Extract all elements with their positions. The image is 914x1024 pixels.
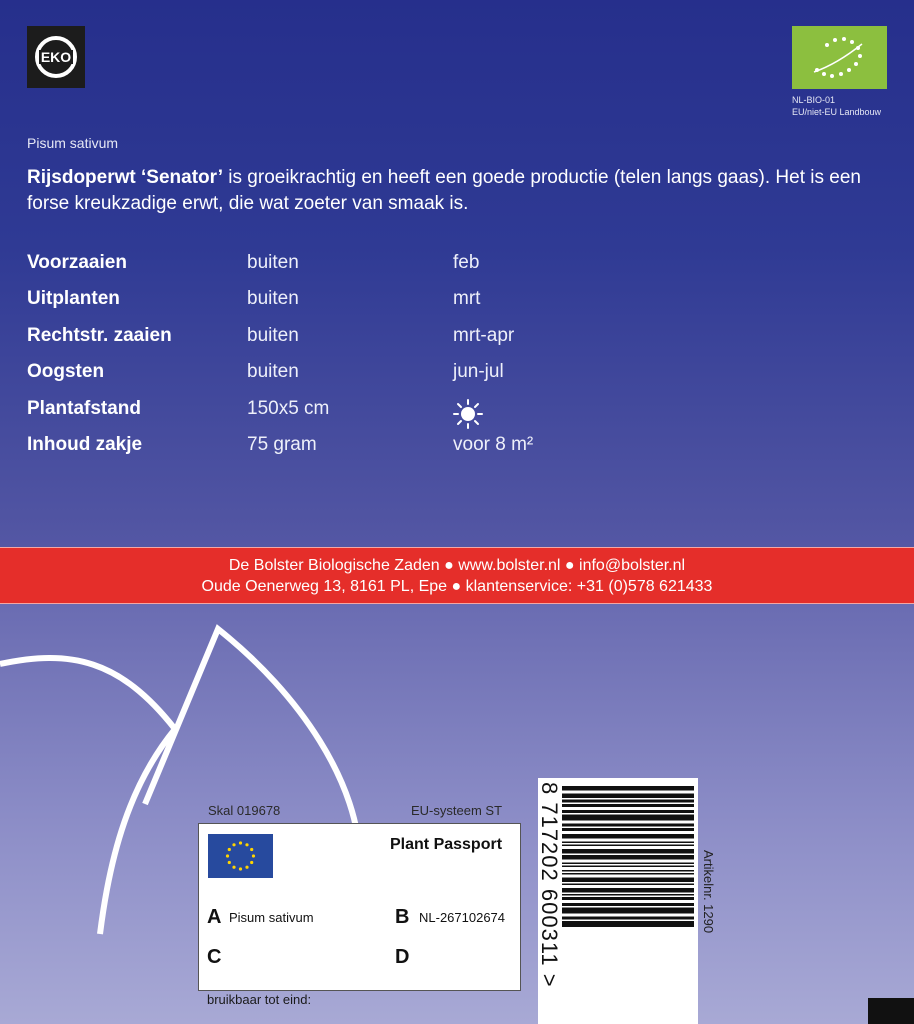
eko-logo <box>27 26 85 88</box>
eu-code-text <box>792 94 881 118</box>
barcode-bar <box>562 845 694 847</box>
barcode-bar <box>562 824 694 827</box>
eu-code-line-1: NL-BIO-01 <box>792 95 836 105</box>
barcode-bar <box>562 884 694 886</box>
table-row <box>27 361 627 397</box>
row-label: Plantafstand <box>27 397 142 419</box>
row-time: feb <box>453 252 480 273</box>
barcode-bar <box>562 894 694 896</box>
row-place: buiten <box>247 252 299 273</box>
sun-icon <box>453 399 483 435</box>
table-row <box>27 434 627 470</box>
barcode-bar <box>562 863 694 865</box>
barcode-bar <box>562 897 694 900</box>
passport-b-value: NL-267102674 <box>419 910 506 925</box>
passport-title: Plant Passport <box>390 836 503 853</box>
table-row <box>27 252 627 288</box>
article-number: Artikelnr. 1290 <box>701 850 716 934</box>
bottom-panel <box>0 604 914 1024</box>
barcode-bar <box>562 908 694 914</box>
plant-passport <box>198 823 521 991</box>
barcode-bar <box>562 800 694 803</box>
passport-a-value: Pisum sativum <box>229 910 314 925</box>
description-text: is groeikrachtig en heeft een goede productie (telen langs gaas). Het is een forse kreukzadige erwt, die wat zoeter van smaak is. <box>27 167 861 214</box>
row-label: Oogsten <box>27 361 105 383</box>
row-place: buiten <box>247 361 299 383</box>
barcode-bar <box>562 866 694 868</box>
letter-d: D <box>395 946 410 968</box>
eu-system: EU-systeem ST <box>411 803 503 818</box>
contact-band <box>0 547 914 604</box>
row-time: mrt-apr <box>453 324 515 346</box>
barcode-bar <box>562 834 694 839</box>
table-row <box>27 288 627 324</box>
row-time: voor 8 m² <box>453 433 534 455</box>
description <box>27 165 897 217</box>
barcode-bar <box>562 873 694 875</box>
table-row <box>27 398 627 434</box>
letter-a: A <box>207 906 222 928</box>
barcode-bar <box>562 842 694 844</box>
row-time: mrt <box>453 288 481 310</box>
barcode-bar <box>562 828 694 831</box>
letter-c: C <box>207 946 222 968</box>
best-before-label: bruikbaar tot eind: <box>207 992 312 1007</box>
growing-table <box>27 252 627 470</box>
row-label: Rechtstr. zaaien <box>27 324 172 346</box>
barcode-number: 8 717202 600311 > <box>537 782 562 988</box>
barcode-bar <box>562 870 694 872</box>
row-label: Inhoud zakje <box>27 433 143 455</box>
barcode <box>538 778 698 1024</box>
contact-line-2: Oude Oenerweg 13, 8161 PL, Epe ● klantenservice: +31 (0)578 621433 <box>201 578 713 595</box>
barcode-bar <box>562 917 694 920</box>
barcode-bar <box>562 794 694 799</box>
eu-flag-icon <box>208 834 273 878</box>
barcode-bar <box>562 921 694 927</box>
variety-name: Rijsdoperwt ‘Senator’ <box>27 167 224 188</box>
corner-block <box>868 998 914 1024</box>
letter-b: B <box>395 906 410 928</box>
row-label: Voorzaaien <box>27 252 127 273</box>
barcode-bars <box>562 786 694 1016</box>
eu-organic-leaf-logo <box>792 26 887 89</box>
row-place: 150x5 cm <box>247 397 330 419</box>
skal-number: Skal 019678 <box>208 803 281 818</box>
barcode-bar <box>562 786 694 791</box>
barcode-bar <box>562 855 694 860</box>
eu-code-line-2: EU/niet-EU Landbouw <box>792 107 882 117</box>
species-name: Pisum sativum <box>27 135 119 151</box>
barcode-bar <box>562 815 694 821</box>
row-place: 75 gram <box>247 433 317 455</box>
row-place: buiten <box>247 324 299 346</box>
barcode-bar <box>562 849 694 854</box>
barcode-bar <box>562 804 694 807</box>
svg-text:EKO: EKO <box>40 49 72 65</box>
barcode-bar <box>562 888 694 893</box>
barcode-bar <box>562 810 694 813</box>
barcode-bar <box>562 878 694 883</box>
row-label: Uitplanten <box>27 288 120 310</box>
barcode-bar <box>562 903 694 906</box>
table-row <box>27 325 627 361</box>
contact-line-1: De Bolster Biologische Zaden ● www.bolster.nl ● info@bolster.nl <box>228 557 686 574</box>
row-place: buiten <box>247 288 299 310</box>
row-time: jun-jul <box>453 361 504 383</box>
